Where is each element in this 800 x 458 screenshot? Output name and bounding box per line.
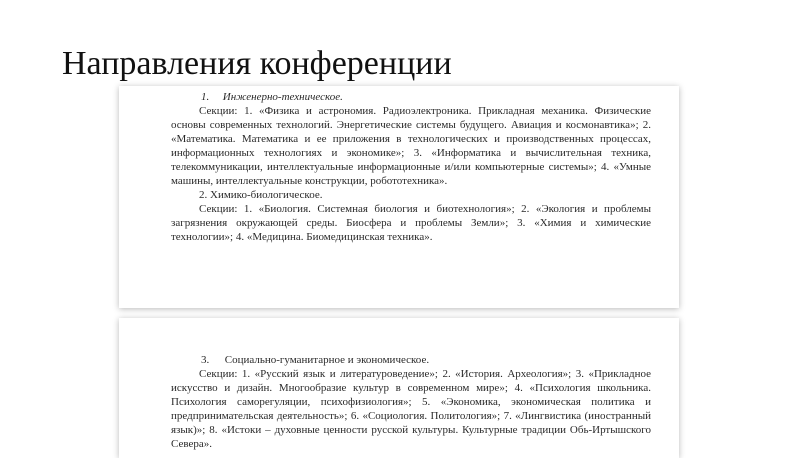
section-3-sections: Секции: 1. «Русский язык и литературоведение»; 2. «История. Археология»; 3. «Прикладное искусство и дизайн. Многообразие культур в современном мире»; 4. «Психология школьника. Психология саморегуляции, психофизиология»; 5. «Экономика, экономическая политика и предпринимательская деятельность»; 6. «Социология. Политология»; 7. «Лингвистика (иностранный язык)»; 8. «Истоки – духовные ценности русской культуры. Культурные традиции Обь-Иртышского Севера». xyxy=(171,368,651,450)
section-2-sections: Секции: 1. «Биология. Системная биология и биотехнология»; 2. «Экология и проблемы загрязнения окружающей среды. Биосфера и проблемы Земли»; 3. «Химия и химические технологии»; 4. «Медицина. Биомедицинская техника». xyxy=(171,203,651,243)
slide-title: Направления конференции xyxy=(62,45,452,82)
document-page-1 xyxy=(119,86,679,308)
section-2-heading xyxy=(171,188,651,202)
section-3-number: 3. xyxy=(201,354,210,366)
section-3-title: Социально-гуманитарное и экономическое. xyxy=(224,354,430,366)
section-1-number: 1. xyxy=(201,91,210,103)
section-2-number: 2. xyxy=(199,189,208,201)
page-1-content xyxy=(171,90,651,244)
page-2-content xyxy=(171,353,651,451)
section-1-title: Инженерно-техническое. xyxy=(222,91,343,103)
section-1-sections: Секции: 1. «Физика и астрономия. Радиоэлектроника. Прикладная механика. Физические основы современных технологий. Энергетические системы будущего. Авиация и космонавтика»; 2. «Математика. Математика и ее приложения в технологических и производственных процессах, информационных технологиях и экономике»; 3. «Информатика и вычислительная техника, телекоммуникации, интеллектуальные информационные и/или компьютерные системы»; 4. «Умные машины, интеллектуальные конструкции, робототехника». xyxy=(171,105,651,187)
section-2-title: Химико-биологическое. xyxy=(210,189,323,201)
document-page-2 xyxy=(119,318,679,458)
section-3-heading xyxy=(171,353,651,367)
section-1-heading xyxy=(171,90,651,104)
